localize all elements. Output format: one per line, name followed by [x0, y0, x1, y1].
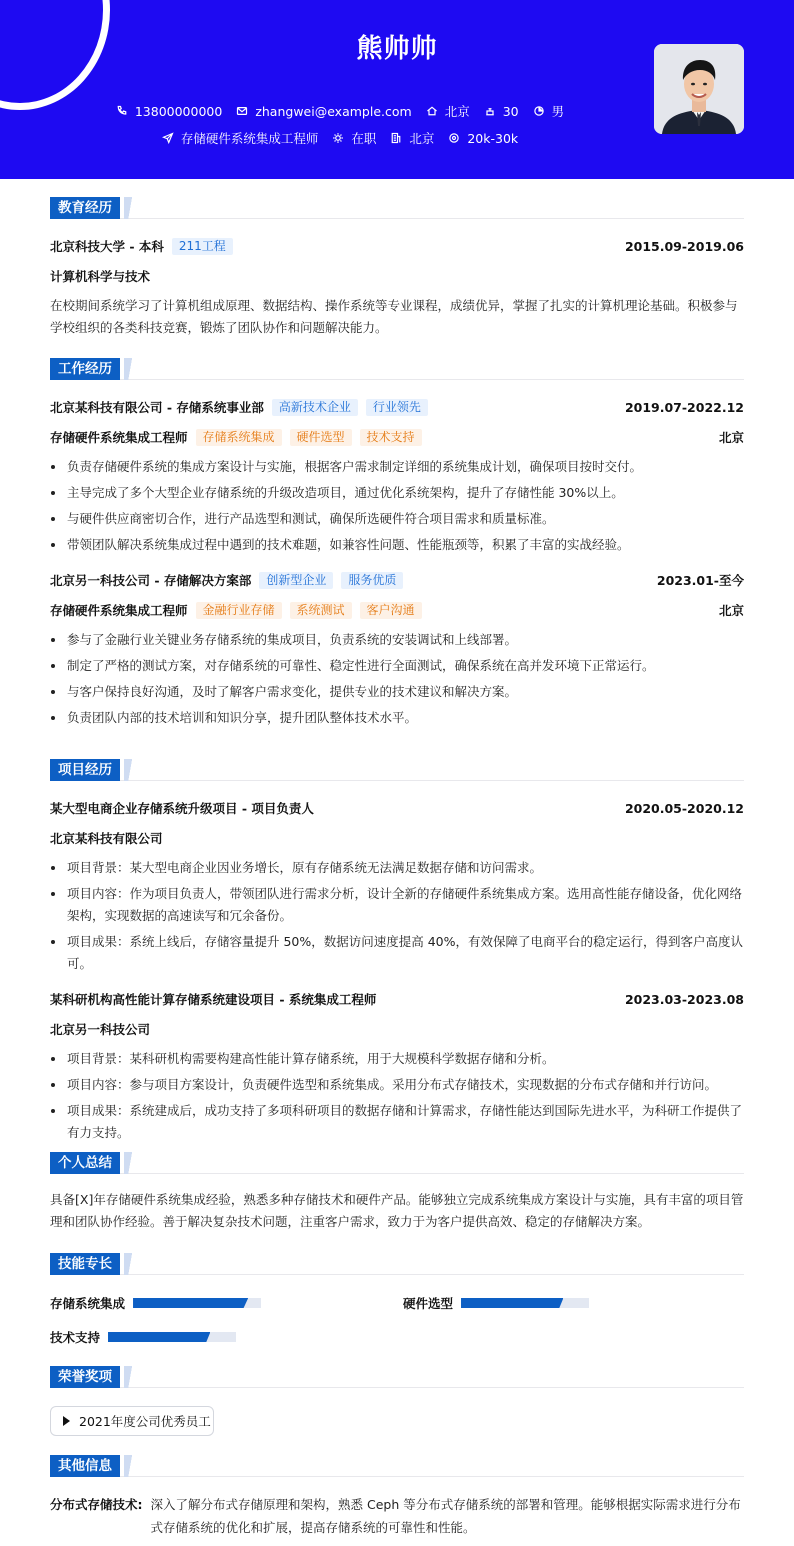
other-section: [50, 1455, 744, 1477]
section-title-text: 其他信息: [50, 1455, 120, 1477]
project-company: 北京另一科技公司: [50, 1022, 151, 1037]
skill-bar-fill: [133, 1298, 248, 1308]
salary-icon: [448, 132, 460, 144]
send-icon: [162, 132, 174, 144]
list-item: 参与了金融行业关键业务存储系统的集成项目，负责系统的安装调试和上线部署。: [50, 629, 744, 651]
education-date: 2015.09-2019.06: [624, 238, 744, 254]
work-bullets: [50, 629, 744, 729]
list-item: 主导完成了多个大型企业存储系统的升级改造项目，通过优化系统架构，提升了存储性能 30%以上。: [50, 482, 744, 504]
other-info-value: 深入了解分布式存储原理和架构，熟悉 Ceph 等分布式存储系统的部署和管理。能够根据实际需求进行分布式存储系统的优化和扩展，提高存储系统的可靠性和性能。: [150, 1497, 741, 1535]
project-line: [50, 989, 744, 1009]
building-icon: [390, 132, 402, 144]
work-line: [50, 570, 744, 590]
work-date: 2023.01-至今: [656, 573, 744, 588]
project-date: 2023.03-2023.08: [624, 991, 744, 1007]
section-title: [50, 1253, 744, 1275]
company-tag: 服务优质: [341, 572, 403, 589]
list-item: 项目内容：参与项目方案设计，负责硬件选型和系统集成。采用分布式存储技术，实现数据的分布式存储和并行访问。: [50, 1074, 744, 1096]
other-info-item: [50, 1493, 744, 1539]
company-name: 北京某科技有限公司 - 存储系统事业部: [50, 400, 264, 415]
home-icon: [426, 105, 438, 117]
skill-name: 存储系统集成: [50, 1296, 126, 1311]
list-item: 项目背景：某科研机构需要构建高性能计算存储系统，用于大规模科学数据存储和分析。: [50, 1048, 744, 1070]
role-tag: 硬件选型: [290, 429, 352, 446]
list-item: 项目成果：系统建成后，成功支持了多项科研项目的数据存储和计算需求，存储性能达到国际先进水平，为科研工作提供了有力支持。: [50, 1100, 744, 1144]
skill-bar-fill: [108, 1332, 210, 1342]
status-icon: [332, 132, 344, 144]
section-title: [50, 759, 744, 781]
work-bullets: [50, 456, 744, 556]
status-item: 在职: [332, 129, 376, 147]
list-item: 与硬件供应商密切合作，进行产品选型和测试，确保所选硬件符合项目需求和质量标准。: [50, 508, 744, 530]
email-item: zhangwei@example.com: [236, 104, 411, 119]
company-name: 北京另一科技公司 - 存储解决方案部: [50, 573, 252, 588]
award-name: 2021年度公司优秀员工: [79, 1414, 211, 1429]
role-line: [50, 427, 744, 447]
section-title-text: 荣誉奖项: [50, 1366, 120, 1388]
project-title: 某科研机构高性能计算存储系统建设项目 - 系统集成工程师: [50, 992, 377, 1007]
list-item: 项目背景：某大型电商企业因业务增长，原有存储系统无法满足数据存储和访问需求。: [50, 857, 744, 879]
role-tag: 金融行业存储: [196, 602, 282, 619]
list-item: 制定了严格的测试方案，对存储系统的可靠性、稳定性进行全面测试，确保系统在高并发环境下正常运行。: [50, 655, 744, 677]
role-tag: 存储系统集成: [196, 429, 282, 446]
list-item: 项目成果：系统上线后，存储容量提升 50%，数据访问速度提高 40%，有效保障了电商平台的稳定运行，得到客户高度认可。: [50, 931, 744, 975]
candidate-name: 熊帅帅: [356, 34, 438, 64]
school-name: 北京科技大学 - 本科: [50, 239, 164, 254]
salary-item: 20k-30k: [448, 131, 518, 146]
phone-icon: [116, 105, 128, 117]
hometown-item: 北京: [426, 102, 470, 120]
list-item: 负责存储硬件系统的集成方案设计与实施，根据客户需求制定详细的系统集成计划，确保项目按时交付。: [50, 456, 744, 478]
company-tag: 高新技术企业: [272, 399, 358, 416]
skill-bar: [108, 1332, 236, 1342]
section-title-text: 技能专长: [50, 1253, 120, 1275]
section-title: [50, 1152, 744, 1174]
section-title: [50, 1366, 744, 1388]
role-name: 存储硬件系统集成工程师: [50, 430, 188, 445]
project-bullets: [50, 857, 744, 975]
role-tag: 客户沟通: [360, 602, 422, 619]
other-info-key: 分布式存储技术:: [50, 1497, 143, 1512]
section-title: [50, 1455, 744, 1477]
education-section: [50, 197, 744, 339]
work-section: [50, 358, 744, 733]
project-line: [50, 798, 744, 818]
major-name: 计算机科学与技术: [50, 269, 151, 284]
mail-icon: [236, 105, 248, 117]
awards-section: [50, 1366, 744, 1388]
job-target-item: 存储硬件系统集成工程师: [162, 129, 319, 147]
age-icon: [484, 105, 496, 117]
role-name: 存储硬件系统集成工程师: [50, 603, 188, 618]
school-tag: 211工程: [172, 238, 233, 255]
skill-item: [403, 1294, 589, 1312]
role-tag: 系统测试: [290, 602, 352, 619]
role-tag: 技术支持: [360, 429, 422, 446]
section-title: [50, 197, 744, 219]
gender-icon: [533, 105, 545, 117]
project-company: 北京某科技有限公司: [50, 831, 163, 846]
work-date: 2019.07-2022.12: [624, 399, 744, 415]
skill-item: [50, 1294, 261, 1312]
avatar: [654, 44, 744, 134]
city-item: 北京: [390, 129, 434, 147]
list-item: 项目内容：作为项目负责人，带领团队进行需求分析，设计全新的存储硬件系统集成方案。选用高性能存储设备，优化网络架构，实现数据的高速读写和冗余备份。: [50, 883, 744, 927]
role-line: [50, 600, 744, 620]
resume-header: [0, 0, 794, 179]
project-date: 2020.05-2020.12: [624, 800, 744, 816]
avatar-portrait: [654, 44, 744, 134]
section-title-text: 工作经历: [50, 358, 120, 380]
skill-name: 硬件选型: [403, 1296, 454, 1311]
education-line: [50, 236, 744, 256]
project-section: [50, 759, 744, 1148]
award-item[interactable]: [50, 1406, 214, 1436]
list-item: 与客户保持良好沟通，及时了解客户需求变化，提供专业的技术建议和解决方案。: [50, 681, 744, 703]
summary-text: 具备[X]年存储硬件系统集成经验，熟悉多种存储技术和硬件产品。能够独立完成系统集成方案设计与实施，具有丰富的项目管理和团队协作经验。善于解决复杂技术问题，注重客户需求，致力于为客户提供高效、稳定的存储解决方案。: [50, 1192, 744, 1229]
section-title-text: 项目经历: [50, 759, 120, 781]
section-title-text: 教育经历: [50, 197, 120, 219]
phone-item: 13800000000: [116, 104, 222, 119]
skill-bar: [461, 1298, 589, 1308]
work-city: 北京: [718, 430, 744, 445]
section-title-text: 个人总结: [50, 1152, 120, 1174]
skill-bar-fill: [461, 1298, 563, 1308]
list-item: 带领团队解决系统集成过程中遇到的技术难题，如兼容性问题、性能瓶颈等，积累了丰富的实战经验。: [50, 534, 744, 556]
skill-bar: [133, 1298, 261, 1308]
caret-right-icon: [63, 1416, 70, 1426]
work-line: [50, 397, 744, 417]
project-title: 某大型电商企业存储系统升级项目 - 项目负责人: [50, 801, 314, 816]
company-tag: 创新型企业: [259, 572, 333, 589]
company-tag: 行业领先: [366, 399, 428, 416]
age-item: 30: [484, 104, 519, 119]
gender-item: 男: [533, 102, 565, 120]
section-title: [50, 358, 744, 380]
skill-item: [50, 1328, 236, 1346]
summary-section: [50, 1152, 744, 1233]
education-description: 在校期间系统学习了计算机组成原理、数据结构、操作系统等专业课程，成绩优异，掌握了扎实的计算机理论基础。积极参与学校组织的各类科技竞赛，锻炼了团队协作和问题解决能力。: [50, 298, 738, 335]
list-item: 负责团队内部的技术培训和知识分享，提升团队整体技术水平。: [50, 707, 744, 729]
skills-section: [50, 1253, 744, 1275]
work-city: 北京: [718, 603, 744, 618]
job-intent-row: [0, 129, 680, 147]
contact-row: [0, 102, 680, 120]
project-bullets: [50, 1048, 744, 1144]
skill-name: 技术支持: [50, 1330, 101, 1345]
